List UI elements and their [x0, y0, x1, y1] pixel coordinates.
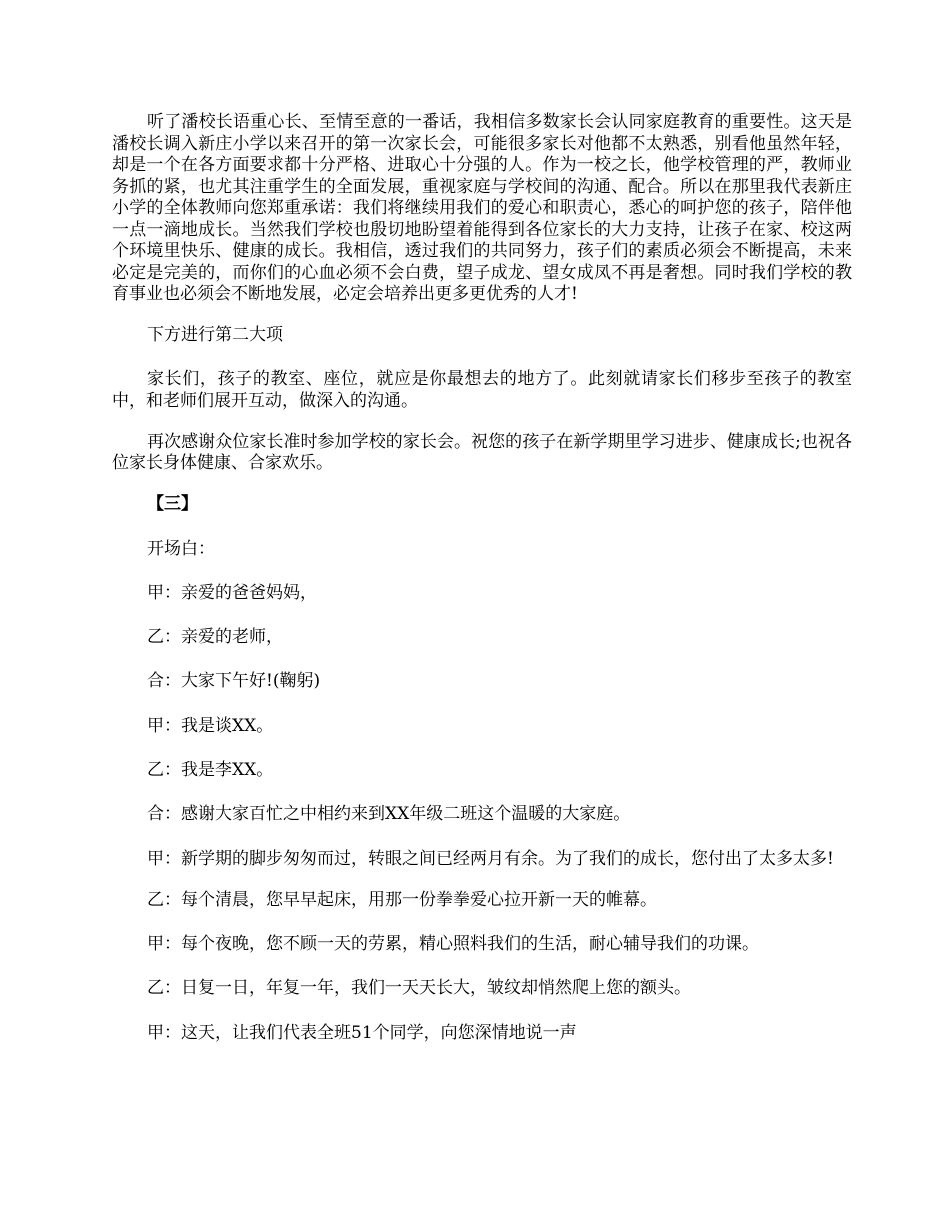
paragraph-next-item: 下方进行第二大项	[147, 325, 283, 345]
section-heading: 【三】	[147, 494, 198, 515]
dialogue-line: 乙：我是李XX。	[147, 760, 274, 781]
paragraph-principal-speech: 听了潘校长语重心长、至情至意的一番话，我相信多数家长会认同家庭教育的重要性。这天是潘校长调入新庄小学以来召开的第一次家长会，可能很多家长对他都不太熟悉，别看他虽然年轻，却是一个在各方面要求都十分严格、进取心十分强的人。作为一校之长，他学校管理的严，教师业务抓的紧，也尤其注重学生的全面发展，重视家庭与学校间的沟通、配合。所以在那里我代表新庄小学的全体教师向您郑重承诺：我们将继续用我们的爱心和职责心，悉心的呵护您的孩子，陪伴他一点一滴地成长。当然我们学校也殷切地盼望着能得到各位家长的大力支持，让孩子在家、校这两个环境里快乐、健康的成长。我相信，透过我们的共同努力，孩子们的素质必须会不断提高，未来必定是完美的，而你们的心血必须不会白费，望子成龙、望女成凤不再是奢想。同时我们学校的教育事业也必须会不断地发展，必定会培养出更多更优秀的人才!	[112, 112, 852, 304]
dialogue-line: 合：感谢大家百忙之中相约来到XX年级二班这个温暖的大家庭。	[147, 804, 631, 825]
dialogue-line: 开场白：	[147, 538, 215, 559]
paragraph-classroom-visit: 家长们，孩子的教室、座位，就应是你最想去的地方了。此刻就请家长们移步至孩子的教室中，和老师们展开互动，做深入的沟通。	[112, 369, 852, 411]
dialogue-line: 甲：新学期的脚步匆匆而过，转眼之间已经两月有余。为了我们的成长，您付出了太多太多!	[147, 848, 834, 869]
dialogue-line: 甲：亲爱的爸爸妈妈，	[147, 582, 317, 603]
dialogue-line: 甲：每个夜晚，您不顾一天的劳累，精心照料我们的生活，耐心辅导我们的功课。	[147, 933, 759, 954]
dialogue-line: 乙：每个清晨，您早早起床，用那一份拳拳爱心拉开新一天的帷幕。	[147, 889, 657, 910]
dialogue-line: 甲：这天，让我们代表全班51个同学，向您深情地说一声	[147, 1022, 577, 1043]
dialogue-line: 乙：日复一日，年复一年，我们一天天长大，皱纹却悄然爬上您的额头。	[147, 978, 691, 999]
document-body	[112, 112, 852, 1067]
dialogue-line: 乙：亲爱的老师，	[147, 627, 283, 648]
dialogue-line: 合：大家下午好!(鞠躬)	[147, 671, 321, 692]
paragraph-closing-thanks: 再次感谢众位家长准时参加学校的家长会。祝您的孩子在新学期里学习进步、健康成长;也祝各位家长身体健康、合家欢乐。	[112, 431, 852, 474]
dialogue-line: 甲：我是谈XX。	[147, 715, 274, 736]
